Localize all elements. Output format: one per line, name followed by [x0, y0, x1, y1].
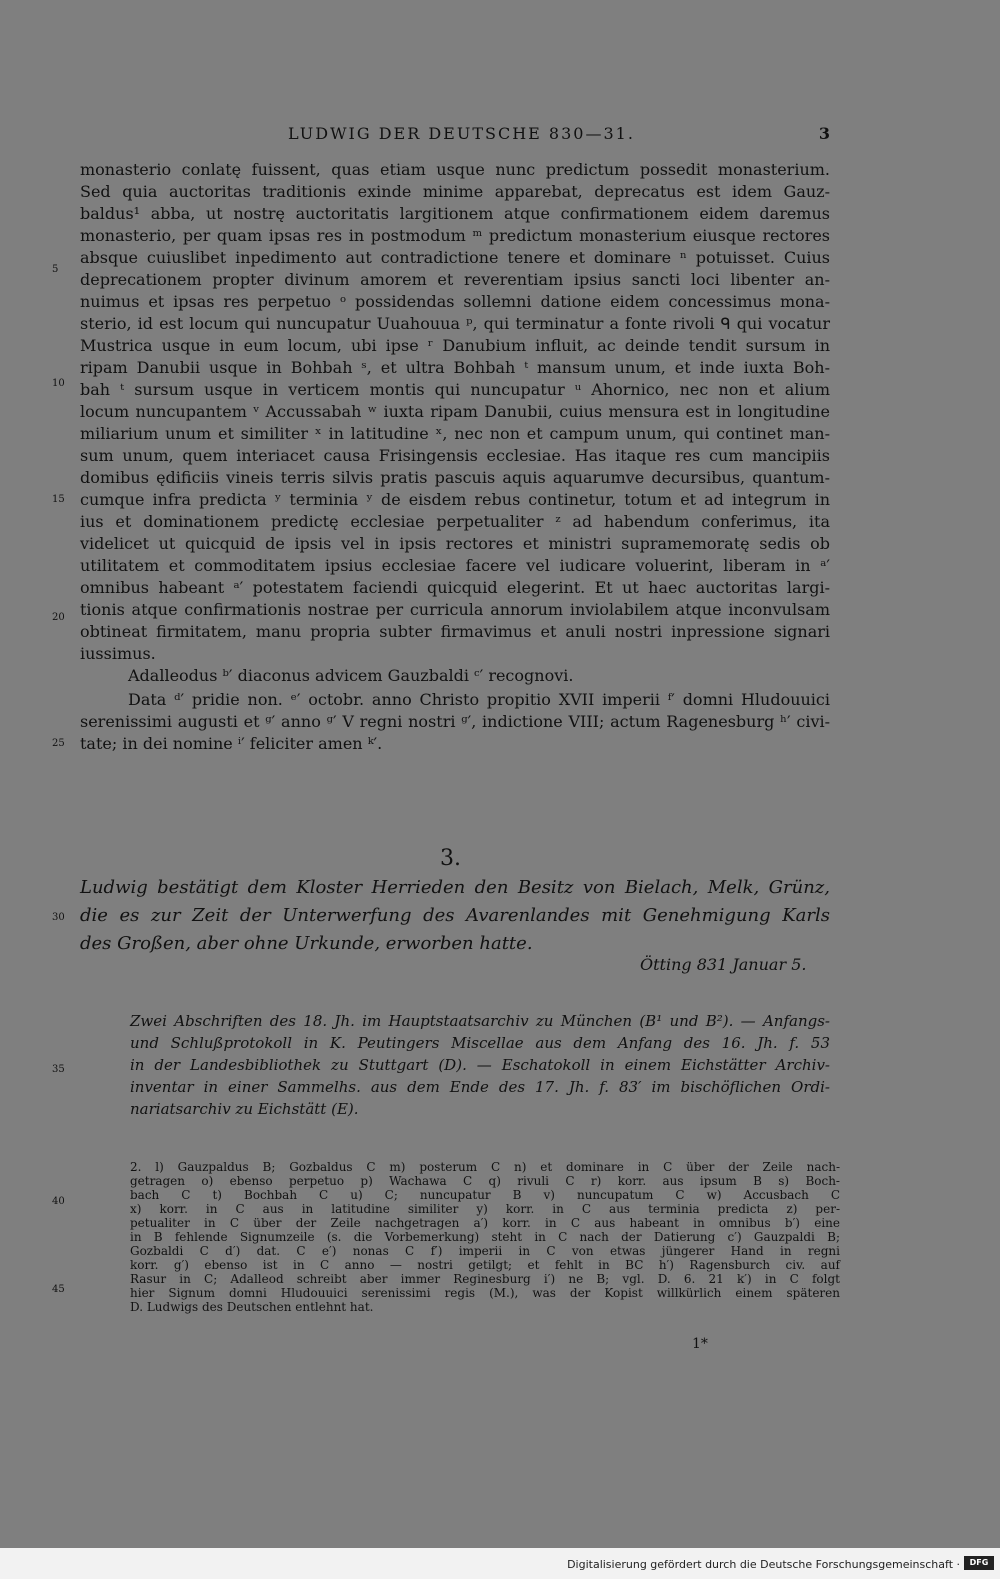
text-line: obtineat firmitatem, manu propria subter firmavimus et anuli nostri inpressione signari — [80, 622, 830, 641]
sources-line: und Schlußprotokoll in K. Peutingers Miscellae aus dem Anfang des 16. Jh. f. 53 — [130, 1034, 830, 1052]
dfg-logo-icon: DFG — [964, 1556, 994, 1570]
dating-line: tate; in dei nomine ⁱ′ feliciter amen ᵏ′. — [80, 734, 383, 753]
page-number: 3 — [818, 124, 830, 143]
margin-line-number: 5 — [52, 264, 59, 275]
sources-line: Zwei Abschriften des 18. Jh. im Hauptstaatsarchiv zu München (B¹ und B²). — Anfangs- — [130, 1012, 830, 1030]
note-line: Rasur in C; Adalleod schreibt aber immer Reginesburg i′) ne B; vgl. D. 6. 21 k′) in C folgt — [130, 1272, 840, 1286]
recognition-line: Adalleodus ᵇ′ diaconus advicem Gauzbaldi ᶜ′ recognovi. — [128, 666, 574, 685]
document-number: 3. — [440, 846, 461, 871]
digitization-footer — [0, 1548, 1000, 1579]
text-line: sum unum, quem interiacet causa Frisingensis ecclesiae. Has itaque res cum mancipiis — [80, 446, 830, 465]
text-line: nuimus et ipsas res perpetuo ᵒ possidendas sollemni datione eidem concessimus mona- — [80, 292, 830, 311]
margin-line-number: 25 — [52, 738, 65, 749]
regest-line: des Großen, aber ohne Urkunde, erworben hatte. — [80, 933, 533, 954]
text-line: ripam Danubii usque in Bohbah ˢ, et ultra Bohbah ᵗ mansum unum, et inde iuxta Boh- — [80, 358, 830, 377]
note-line: x) korr. in C aus in latitudine similiter y) korr. in C aus terminia predicta z) per- — [130, 1202, 840, 1216]
note-line: petualiter in C über der Zeile nachgetragen a′) korr. in C aus habeant in omnibus b′) eine — [130, 1216, 840, 1230]
margin-line-number: 30 — [52, 912, 65, 923]
text-line: iussimus. — [80, 644, 156, 663]
note-line: bach C t) Bochbah C u) C; nuncupatur B v) nuncupatum C w) Accusbach C — [130, 1188, 840, 1202]
text-line: ius et dominationem predictę ecclesiae perpetualiter ᶻ ad habendum conferimus, ita — [80, 512, 830, 531]
note-line: D. Ludwigs des Deutschen entlehnt hat. — [130, 1300, 374, 1314]
header-title: LUDWIG DER DEUTSCHE 830—31. — [288, 124, 635, 143]
text-line: Sed quia auctoritas traditionis exinde minime apparebat, deprecatus est idem Gauz- — [80, 182, 830, 201]
text-line: monasterio conlatę fuissent, quas etiam usque nunc predictum possedit monasterium. — [80, 160, 830, 179]
text-line: deprecationem propter divinum amorem et reverentiam ipsius sancti loci libenter an- — [80, 270, 830, 289]
text-line: cumque infra predicta ʸ terminia ʸ de eisdem rebus continetur, totum et ad integrum in — [80, 490, 830, 509]
dating-line: serenissimi augusti et ᵍ′ anno ᵍ′ V regni nostri ᵍ′, indictione VIII; actum Ragenesburg ʰ′ civi- — [80, 712, 830, 731]
sources-line: inventar in einer Sammelhs. aus dem Ende des 17. Jh. f. 83′ im bischöflichen Ordi- — [130, 1078, 830, 1096]
text-line: tionis atque confirmationis nostrae per curricula annorum inviolabilem atque inconvulsam — [80, 600, 830, 619]
note-line: 2. l) Gauzpaldus B; Gozbaldus C m) posterum C n) et dominare in C über der Zeile nach- — [130, 1160, 840, 1174]
sources-line: nariatsarchiv zu Eichstätt (E). — [130, 1100, 359, 1118]
text-line: domibus ędificiis vineis terris silvis pratis pascuis aquis aquarumve decursibus, quantum- — [80, 468, 830, 487]
text-line: locum nuncupantem ᵛ Accussabah ʷ iuxta ripam Danubii, cuius mensura est in longitudine — [80, 402, 830, 421]
margin-line-number: 10 — [52, 378, 65, 389]
margin-line-number: 15 — [52, 494, 65, 505]
text-line: absque cuiuslibet inpedimento aut contradictione tenere et dominare ⁿ potuisset. Cuius — [80, 248, 830, 267]
signature-mark: 1* — [692, 1336, 708, 1352]
note-line: korr. g′) ebenso ist in C anno — nostri getilgt; et fehlt in BC h′) Ragensburch civ. auf — [130, 1258, 840, 1272]
margin-line-number: 40 — [52, 1196, 65, 1207]
text-line: bah ᵗ sursum usque in verticem montis qui nuncupatur ᵘ Ahornico, nec non et alium — [80, 380, 830, 399]
note-line: Gozbaldi C d′) dat. C e′) nonas C f′) imperii in C von etwas jüngerer Hand in regni — [130, 1244, 840, 1258]
text-line: Mustrica usque in eum locum, ubi ipse ʳ Danubium influit, ac deinde tendit sursum in — [80, 336, 830, 355]
note-line: getragen o) ebenso perpetuo p) Wachawa C q) rivuli C r) korr. aus ipsum B s) Boch- — [130, 1174, 840, 1188]
note-line: hier Signum domni Hludouuici serenissimi regis (M.), was der Kopist willkürlich einem späteren — [130, 1286, 840, 1300]
text-line: omnibus habeant ᵃ′ potestatem faciendi quicquid elegerint. Et ut haec auctoritas largi- — [80, 578, 830, 597]
regest-line: Ludwig bestätigt dem Kloster Herrieden den Besitz von Bielach, Melk, Grünz, — [80, 877, 830, 898]
note-line: in B fehlende Signumzeile (s. die Vorbemerkung) steht in C nach der Datierung c′) Gauzpaldi B; — [130, 1230, 840, 1244]
margin-line-number: 20 — [52, 612, 65, 623]
dating-line: Data ᵈ′ pridie non. ᵉ′ octobr. anno Christo propitio XVII imperii ᶠ′ domni Hludouuici — [128, 690, 830, 709]
text-line: baldus¹ abba, ut nostrę auctoritatis largitionem atque confirmationem eidem daremus — [80, 204, 830, 223]
text-line: utilitatem et commoditatem ipsius ecclesiae facere vel iudicare voluerint, liberam in ᵃ′ — [80, 556, 830, 575]
footer-credit: Digitalisierung gefördert durch die Deutsche Forschungsgemeinschaft · — [567, 1558, 960, 1571]
text-line: monasterio, per quam ipsas res in postmodum ᵐ predictum monasterium eiusque rectores — [80, 226, 830, 245]
place-date: Ötting 831 Januar 5. — [640, 955, 807, 974]
margin-line-number: 35 — [52, 1064, 65, 1075]
margin-line-number: 45 — [52, 1284, 65, 1295]
text-line: miliarium unum et similiter ˣ in latitudine ˣ, nec non et campum unum, qui continet man- — [80, 424, 830, 443]
text-line: videlicet ut quicquid de ipsis vel in ipsis rectores et ministri supramemoratę sedis ob — [80, 534, 830, 553]
text-line: sterio, id est locum qui nuncupatur Uuahouua ᵖ, qui terminatur a fonte rivoli ᑫ qui vocatur — [80, 314, 830, 333]
sources-line: in der Landesbibliothek zu Stuttgart (D). — Eschatokoll in einem Eichstätter Archiv- — [130, 1056, 830, 1074]
regest-line: die es zur Zeit der Unterwerfung des Avarenlandes mit Genehmigung Karls — [80, 905, 830, 926]
